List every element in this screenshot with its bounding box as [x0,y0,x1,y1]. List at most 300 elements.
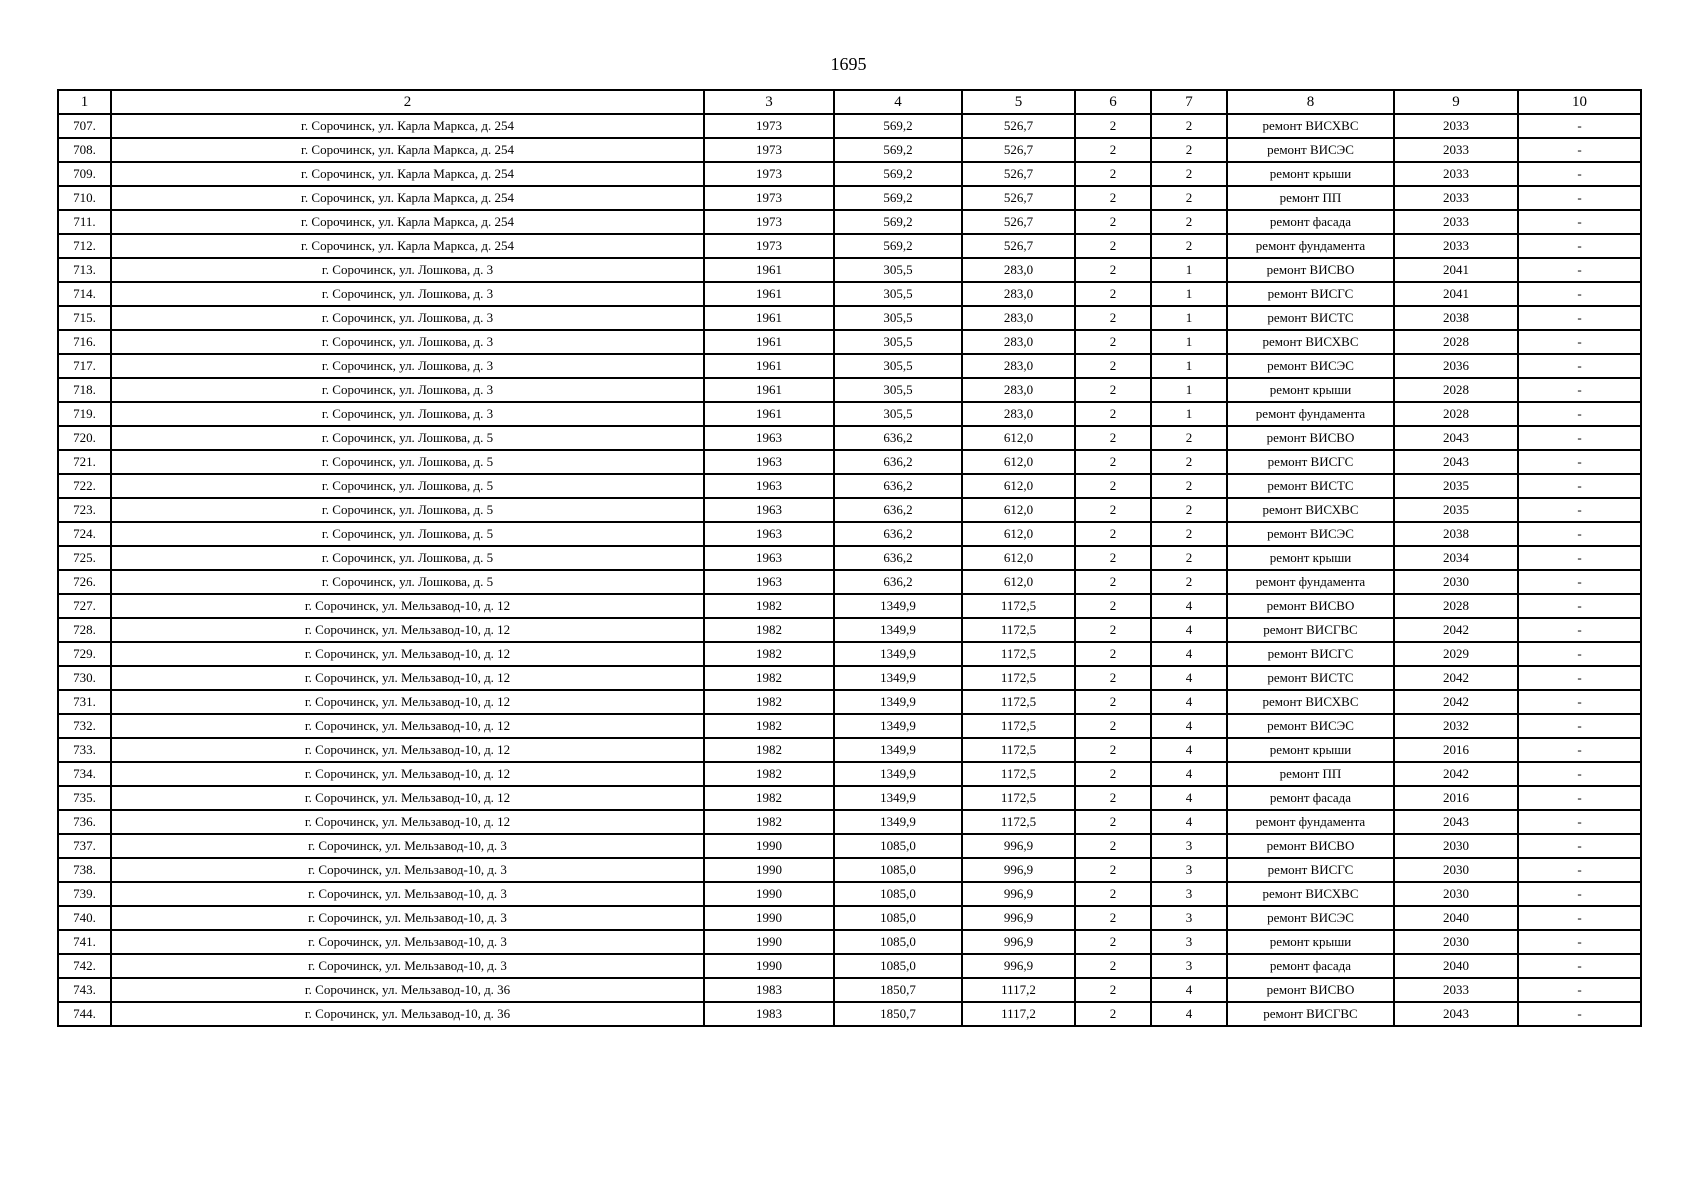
cell-row-number: 735. [58,786,111,810]
cell-row-number: 733. [58,738,111,762]
cell-address: г. Сорочинск, ул. Карла Маркса, д. 254 [111,114,704,138]
cell-total-area: 569,2 [834,186,962,210]
cell-work-type: ремонт фундамента [1227,810,1394,834]
cell-floors: 2 [1075,954,1151,978]
cell-column-10: - [1518,690,1641,714]
cell-year-built: 1961 [704,258,834,282]
cell-work-type: ремонт ВИСТС [1227,306,1394,330]
cell-work-type: ремонт ВИСЭС [1227,714,1394,738]
cell-year-built: 1963 [704,522,834,546]
table-row [58,450,1641,474]
cell-row-number: 725. [58,546,111,570]
cell-row-number: 713. [58,258,111,282]
cell-work-type: ремонт ВИСХВС [1227,882,1394,906]
cell-row-number: 741. [58,930,111,954]
cell-column-10: - [1518,450,1641,474]
cell-living-area: 526,7 [962,114,1075,138]
cell-entrances: 3 [1151,906,1227,930]
cell-planned-year: 2040 [1394,954,1518,978]
cell-total-area: 1349,9 [834,690,962,714]
cell-total-area: 305,5 [834,282,962,306]
cell-column-10: - [1518,114,1641,138]
cell-column-10: - [1518,738,1641,762]
cell-row-number: 743. [58,978,111,1002]
cell-work-type: ремонт ВИСЭС [1227,138,1394,162]
table-row [58,786,1641,810]
cell-living-area: 996,9 [962,906,1075,930]
cell-year-built: 1961 [704,330,834,354]
cell-row-number: 718. [58,378,111,402]
cell-row-number: 726. [58,570,111,594]
cell-year-built: 1982 [704,690,834,714]
cell-address: г. Сорочинск, ул. Мельзавод-10, д. 12 [111,762,704,786]
cell-address: г. Сорочинск, ул. Мельзавод-10, д. 12 [111,786,704,810]
cell-row-number: 714. [58,282,111,306]
cell-total-area: 636,2 [834,450,962,474]
cell-year-built: 1961 [704,378,834,402]
cell-work-type: ремонт ВИСГС [1227,642,1394,666]
table-row [58,954,1641,978]
cell-row-number: 727. [58,594,111,618]
cell-work-type: ремонт фундамента [1227,402,1394,426]
cell-work-type: ремонт ВИСГС [1227,282,1394,306]
cell-total-area: 1349,9 [834,642,962,666]
cell-work-type: ремонт ВИСГВС [1227,1002,1394,1026]
cell-floors: 2 [1075,570,1151,594]
column-header-5: 5 [962,90,1075,114]
cell-floors: 2 [1075,690,1151,714]
cell-planned-year: 2030 [1394,834,1518,858]
cell-living-area: 283,0 [962,402,1075,426]
cell-column-10: - [1518,954,1641,978]
cell-entrances: 1 [1151,330,1227,354]
cell-year-built: 1973 [704,210,834,234]
cell-address: г. Сорочинск, ул. Мельзавод-10, д. 3 [111,882,704,906]
cell-floors: 2 [1075,474,1151,498]
cell-work-type: ремонт крыши [1227,162,1394,186]
cell-year-built: 1963 [704,450,834,474]
cell-floors: 2 [1075,210,1151,234]
table-row [58,186,1641,210]
cell-living-area: 526,7 [962,234,1075,258]
cell-floors: 2 [1075,522,1151,546]
cell-column-10: - [1518,810,1641,834]
cell-year-built: 1963 [704,546,834,570]
cell-address: г. Сорочинск, ул. Мельзавод-10, д. 3 [111,906,704,930]
cell-floors: 2 [1075,162,1151,186]
cell-column-10: - [1518,330,1641,354]
cell-entrances: 2 [1151,474,1227,498]
table-row [58,594,1641,618]
cell-work-type: ремонт ВИСГС [1227,858,1394,882]
cell-total-area: 1085,0 [834,930,962,954]
cell-total-area: 1349,9 [834,714,962,738]
cell-living-area: 996,9 [962,882,1075,906]
cell-living-area: 283,0 [962,354,1075,378]
cell-work-type: ремонт ВИСВО [1227,258,1394,282]
cell-address: г. Сорочинск, ул. Лошкова, д. 3 [111,378,704,402]
cell-column-10: - [1518,618,1641,642]
cell-total-area: 1349,9 [834,666,962,690]
cell-year-built: 1963 [704,474,834,498]
cell-address: г. Сорочинск, ул. Лошкова, д. 3 [111,306,704,330]
cell-column-10: - [1518,498,1641,522]
cell-living-area: 996,9 [962,858,1075,882]
cell-column-10: - [1518,258,1641,282]
cell-column-10: - [1518,594,1641,618]
cell-living-area: 1172,5 [962,762,1075,786]
cell-year-built: 1990 [704,930,834,954]
cell-entrances: 2 [1151,546,1227,570]
cell-year-built: 1961 [704,402,834,426]
table-row [58,282,1641,306]
cell-living-area: 1172,5 [962,738,1075,762]
cell-total-area: 1349,9 [834,738,962,762]
column-header-10: 10 [1518,90,1641,114]
cell-work-type: ремонт ВИСВО [1227,978,1394,1002]
cell-column-10: - [1518,642,1641,666]
column-header-7: 7 [1151,90,1227,114]
cell-living-area: 1172,5 [962,690,1075,714]
cell-planned-year: 2033 [1394,210,1518,234]
cell-column-10: - [1518,858,1641,882]
cell-year-built: 1963 [704,498,834,522]
cell-living-area: 1172,5 [962,810,1075,834]
cell-row-number: 724. [58,522,111,546]
cell-planned-year: 2041 [1394,258,1518,282]
cell-total-area: 1085,0 [834,834,962,858]
cell-year-built: 1961 [704,282,834,306]
cell-row-number: 711. [58,210,111,234]
table-row [58,426,1641,450]
table-row [58,858,1641,882]
cell-work-type: ремонт фасада [1227,786,1394,810]
cell-column-10: - [1518,402,1641,426]
cell-living-area: 612,0 [962,450,1075,474]
cell-address: г. Сорочинск, ул. Карла Маркса, д. 254 [111,234,704,258]
cell-living-area: 526,7 [962,162,1075,186]
cell-column-10: - [1518,666,1641,690]
cell-address: г. Сорочинск, ул. Лошкова, д. 5 [111,450,704,474]
cell-total-area: 305,5 [834,402,962,426]
cell-column-10: - [1518,930,1641,954]
cell-address: г. Сорочинск, ул. Лошкова, д. 3 [111,330,704,354]
cell-planned-year: 2033 [1394,138,1518,162]
cell-total-area: 569,2 [834,162,962,186]
table-row [58,498,1641,522]
cell-planned-year: 2033 [1394,234,1518,258]
cell-planned-year: 2030 [1394,858,1518,882]
cell-total-area: 305,5 [834,258,962,282]
column-header-2: 2 [111,90,704,114]
cell-entrances: 4 [1151,666,1227,690]
cell-column-10: - [1518,234,1641,258]
table-row [58,738,1641,762]
cell-planned-year: 2032 [1394,714,1518,738]
cell-address: г. Сорочинск, ул. Мельзавод-10, д. 3 [111,954,704,978]
cell-entrances: 2 [1151,114,1227,138]
table-row [58,978,1641,1002]
cell-year-built: 1973 [704,162,834,186]
cell-total-area: 1349,9 [834,762,962,786]
cell-entrances: 1 [1151,282,1227,306]
cell-year-built: 1982 [704,618,834,642]
cell-column-10: - [1518,186,1641,210]
cell-year-built: 1961 [704,306,834,330]
cell-year-built: 1973 [704,234,834,258]
cell-row-number: 708. [58,138,111,162]
cell-address: г. Сорочинск, ул. Лошкова, д. 5 [111,522,704,546]
cell-address: г. Сорочинск, ул. Мельзавод-10, д. 3 [111,930,704,954]
cell-year-built: 1990 [704,834,834,858]
cell-total-area: 1349,9 [834,594,962,618]
cell-planned-year: 2033 [1394,114,1518,138]
cell-address: г. Сорочинск, ул. Лошкова, д. 5 [111,426,704,450]
cell-floors: 2 [1075,930,1151,954]
cell-column-10: - [1518,834,1641,858]
cell-total-area: 1850,7 [834,1002,962,1026]
cell-floors: 2 [1075,906,1151,930]
cell-address: г. Сорочинск, ул. Мельзавод-10, д. 12 [111,690,704,714]
table-row [58,234,1641,258]
cell-living-area: 612,0 [962,546,1075,570]
cell-planned-year: 2028 [1394,594,1518,618]
cell-entrances: 4 [1151,1002,1227,1026]
cell-floors: 2 [1075,978,1151,1002]
cell-planned-year: 2030 [1394,930,1518,954]
cell-planned-year: 2041 [1394,282,1518,306]
cell-work-type: ремонт ВИСТС [1227,666,1394,690]
cell-year-built: 1982 [704,738,834,762]
cell-living-area: 1117,2 [962,1002,1075,1026]
table-row [58,642,1641,666]
cell-floors: 2 [1075,330,1151,354]
cell-floors: 2 [1075,114,1151,138]
cell-planned-year: 2033 [1394,186,1518,210]
cell-address: г. Сорочинск, ул. Карла Маркса, д. 254 [111,162,704,186]
cell-floors: 2 [1075,498,1151,522]
table-row [58,210,1641,234]
cell-row-number: 742. [58,954,111,978]
table-row [58,306,1641,330]
cell-total-area: 1349,9 [834,618,962,642]
cell-planned-year: 2035 [1394,498,1518,522]
cell-entrances: 1 [1151,402,1227,426]
cell-total-area: 569,2 [834,138,962,162]
cell-address: г. Сорочинск, ул. Лошкова, д. 5 [111,498,704,522]
registry-table [57,89,1642,1027]
cell-column-10: - [1518,378,1641,402]
cell-total-area: 1349,9 [834,810,962,834]
cell-address: г. Сорочинск, ул. Лошкова, д. 3 [111,282,704,306]
cell-living-area: 612,0 [962,498,1075,522]
cell-living-area: 283,0 [962,378,1075,402]
cell-total-area: 1085,0 [834,858,962,882]
cell-year-built: 1973 [704,114,834,138]
cell-column-10: - [1518,282,1641,306]
cell-year-built: 1982 [704,810,834,834]
cell-living-area: 283,0 [962,330,1075,354]
cell-total-area: 305,5 [834,306,962,330]
cell-work-type: ремонт ВИСХВС [1227,330,1394,354]
cell-work-type: ремонт фасада [1227,954,1394,978]
cell-living-area: 1172,5 [962,714,1075,738]
cell-address: г. Сорочинск, ул. Лошкова, д. 3 [111,258,704,282]
cell-floors: 2 [1075,378,1151,402]
cell-planned-year: 2028 [1394,402,1518,426]
cell-living-area: 996,9 [962,930,1075,954]
table-row [58,834,1641,858]
cell-column-10: - [1518,474,1641,498]
cell-entrances: 2 [1151,426,1227,450]
cell-total-area: 636,2 [834,570,962,594]
cell-planned-year: 2029 [1394,642,1518,666]
cell-planned-year: 2043 [1394,810,1518,834]
cell-row-number: 720. [58,426,111,450]
cell-floors: 2 [1075,618,1151,642]
cell-year-built: 1982 [704,642,834,666]
table-row [58,882,1641,906]
cell-planned-year: 2036 [1394,354,1518,378]
table-row [58,258,1641,282]
column-header-6: 6 [1075,90,1151,114]
cell-row-number: 732. [58,714,111,738]
table-header-row [58,90,1641,114]
cell-floors: 2 [1075,138,1151,162]
cell-address: г. Сорочинск, ул. Карла Маркса, д. 254 [111,210,704,234]
cell-address: г. Сорочинск, ул. Мельзавод-10, д. 3 [111,858,704,882]
column-header-4: 4 [834,90,962,114]
cell-floors: 2 [1075,810,1151,834]
table-row [58,138,1641,162]
cell-work-type: ремонт крыши [1227,546,1394,570]
cell-row-number: 717. [58,354,111,378]
cell-address: г. Сорочинск, ул. Мельзавод-10, д. 12 [111,594,704,618]
cell-work-type: ремонт крыши [1227,378,1394,402]
cell-column-10: - [1518,138,1641,162]
cell-year-built: 1973 [704,186,834,210]
cell-planned-year: 2042 [1394,690,1518,714]
table-row [58,1002,1641,1026]
cell-work-type: ремонт ВИСХВС [1227,498,1394,522]
table-row [58,810,1641,834]
cell-entrances: 3 [1151,954,1227,978]
table-row [58,474,1641,498]
cell-column-10: - [1518,570,1641,594]
cell-living-area: 1172,5 [962,594,1075,618]
cell-work-type: ремонт фундамента [1227,570,1394,594]
cell-address: г. Сорочинск, ул. Мельзавод-10, д. 12 [111,810,704,834]
cell-row-number: 719. [58,402,111,426]
cell-year-built: 1990 [704,906,834,930]
cell-living-area: 1172,5 [962,642,1075,666]
cell-row-number: 734. [58,762,111,786]
table-row [58,714,1641,738]
cell-year-built: 1982 [704,666,834,690]
table-row [58,330,1641,354]
cell-entrances: 4 [1151,738,1227,762]
cell-floors: 2 [1075,666,1151,690]
cell-address: г. Сорочинск, ул. Карла Маркса, д. 254 [111,186,704,210]
cell-planned-year: 2040 [1394,906,1518,930]
cell-column-10: - [1518,426,1641,450]
cell-entrances: 4 [1151,690,1227,714]
cell-work-type: ремонт ПП [1227,186,1394,210]
cell-floors: 2 [1075,234,1151,258]
table-row [58,522,1641,546]
cell-total-area: 636,2 [834,474,962,498]
cell-work-type: ремонт ВИСЭС [1227,354,1394,378]
cell-floors: 2 [1075,714,1151,738]
cell-entrances: 2 [1151,186,1227,210]
cell-floors: 2 [1075,858,1151,882]
cell-living-area: 612,0 [962,426,1075,450]
cell-work-type: ремонт ВИСЭС [1227,906,1394,930]
cell-row-number: 728. [58,618,111,642]
cell-entrances: 2 [1151,570,1227,594]
cell-living-area: 996,9 [962,954,1075,978]
cell-floors: 2 [1075,1002,1151,1026]
cell-row-number: 729. [58,642,111,666]
cell-entrances: 4 [1151,786,1227,810]
cell-total-area: 636,2 [834,522,962,546]
cell-column-10: - [1518,714,1641,738]
cell-column-10: - [1518,210,1641,234]
cell-row-number: 736. [58,810,111,834]
cell-column-10: - [1518,762,1641,786]
cell-address: г. Сорочинск, ул. Мельзавод-10, д. 36 [111,978,704,1002]
cell-floors: 2 [1075,186,1151,210]
cell-floors: 2 [1075,834,1151,858]
table-row [58,906,1641,930]
cell-living-area: 1172,5 [962,786,1075,810]
cell-planned-year: 2016 [1394,786,1518,810]
cell-year-built: 1983 [704,1002,834,1026]
cell-row-number: 707. [58,114,111,138]
cell-floors: 2 [1075,450,1151,474]
cell-column-10: - [1518,306,1641,330]
cell-year-built: 1961 [704,354,834,378]
cell-living-area: 283,0 [962,258,1075,282]
cell-entrances: 4 [1151,810,1227,834]
cell-work-type: ремонт фундамента [1227,234,1394,258]
cell-planned-year: 2042 [1394,762,1518,786]
cell-total-area: 1850,7 [834,978,962,1002]
cell-entrances: 2 [1151,210,1227,234]
cell-year-built: 1990 [704,882,834,906]
cell-address: г. Сорочинск, ул. Лошкова, д. 3 [111,354,704,378]
cell-work-type: ремонт ВИСВО [1227,426,1394,450]
cell-planned-year: 2038 [1394,522,1518,546]
cell-entrances: 4 [1151,618,1227,642]
table-row [58,378,1641,402]
cell-entrances: 4 [1151,642,1227,666]
cell-planned-year: 2033 [1394,978,1518,1002]
cell-column-10: - [1518,1002,1641,1026]
cell-column-10: - [1518,882,1641,906]
cell-address: г. Сорочинск, ул. Мельзавод-10, д. 12 [111,666,704,690]
cell-total-area: 305,5 [834,378,962,402]
cell-floors: 2 [1075,282,1151,306]
cell-year-built: 1990 [704,858,834,882]
cell-planned-year: 2030 [1394,570,1518,594]
cell-year-built: 1982 [704,786,834,810]
cell-planned-year: 2028 [1394,378,1518,402]
table-row [58,666,1641,690]
cell-entrances: 4 [1151,762,1227,786]
page-number: 1695 [830,54,867,74]
table-row [58,762,1641,786]
